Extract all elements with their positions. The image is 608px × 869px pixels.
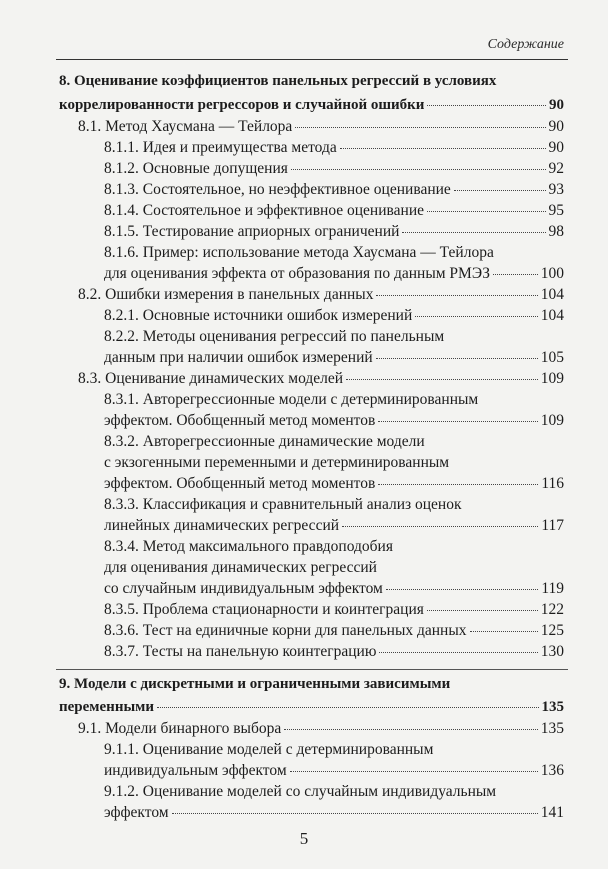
toc-entry: для оценивания динамических регрессий [104,559,377,576]
toc-entry: 9.1.1. Оценивание моделей с детерминированным [104,741,434,758]
toc-entry: 8.3. Оценивание динамических моделей 109 [78,370,564,387]
toc-entry: 8.3.6. Тест на единичные корни для панельных данных 125 [104,622,564,639]
toc-entry: 8.1.6. Пример: использование метода Хаусмана — Тейлора [104,244,494,261]
toc-entry: 8.3.4. Метод максимального правдоподобия [104,538,393,555]
toc-entry: 9. Модели с дискретными и ограниченными зависимыми [59,676,451,692]
toc-entry: со случайным индивидуальным эффектом 119 [104,580,564,597]
toc-entry: эффектом 141 [104,804,564,821]
toc-entry: переменными 135 [59,699,564,715]
toc-entry: индивидуальным эффектом 136 [104,762,564,779]
header-rule [56,59,568,60]
toc-entry: 8.2.1. Основные источники ошибок измерений 104 [104,307,564,324]
toc-entry: коррелированности регрессоров и случайной ошибки 90 [59,97,564,113]
toc-entry: 8.3.2. Авторегрессионные динамические модели [104,433,425,450]
toc-entry: для оценивания эффекта от образования по данным РМЭЗ 100 [104,265,564,282]
toc-entry: линейных динамических регрессий 117 [104,517,564,534]
toc-entry: 8.1.5. Тестирование априорных ограничений 98 [104,223,564,240]
toc-entry: эффектом. Обобщенный метод моментов 116 [104,475,564,492]
toc-entry: 9.1.2. Оценивание моделей со случайным индивидуальным [104,783,497,800]
toc-entry: 8.1.4. Состоятельное и эффективное оценивание 95 [104,202,564,219]
toc-entry: 8.2. Ошибки измерения в панельных данных 104 [78,286,564,303]
toc-entry: 8.3.1. Авторегрессионные модели с детерминированным [104,391,479,408]
toc-entry: 8.1.1. Идея и преимущества метода 90 [104,139,564,156]
page-number: 5 [299,829,309,848]
toc-entry: 8.3.7. Тесты на панельную коинтеграцию 130 [104,643,564,660]
toc-entry: 8. Оценивание коэффициентов панельных регрессий в условиях [59,73,497,89]
chapter-divider [56,669,568,670]
toc-entry: 9.1. Модели бинарного выбора 135 [78,720,564,737]
toc-entry: 8.1. Метод Хаусмана — Тейлора 90 [78,118,564,135]
toc-entry: 8.1.2. Основные допущения 92 [104,160,564,177]
toc-entry: 8.3.5. Проблема стационарности и коинтеграция 122 [104,601,564,618]
toc-entry: 8.3.3. Классификация и сравнительный анализ оценок [104,496,462,513]
toc-entry: данным при наличии ошибок измерений 105 [104,349,564,366]
toc-entry: 8.1.3. Состоятельное, но неэффективное оценивание 93 [104,181,564,198]
running-head: Содержание [487,37,564,52]
toc-entry: 8.2.2. Методы оценивания регрессий по панельным [104,328,445,345]
toc-entry: с экзогенными переменными и детерминированным [104,454,450,471]
toc-entry: эффектом. Обобщенный метод моментов 109 [104,412,564,429]
